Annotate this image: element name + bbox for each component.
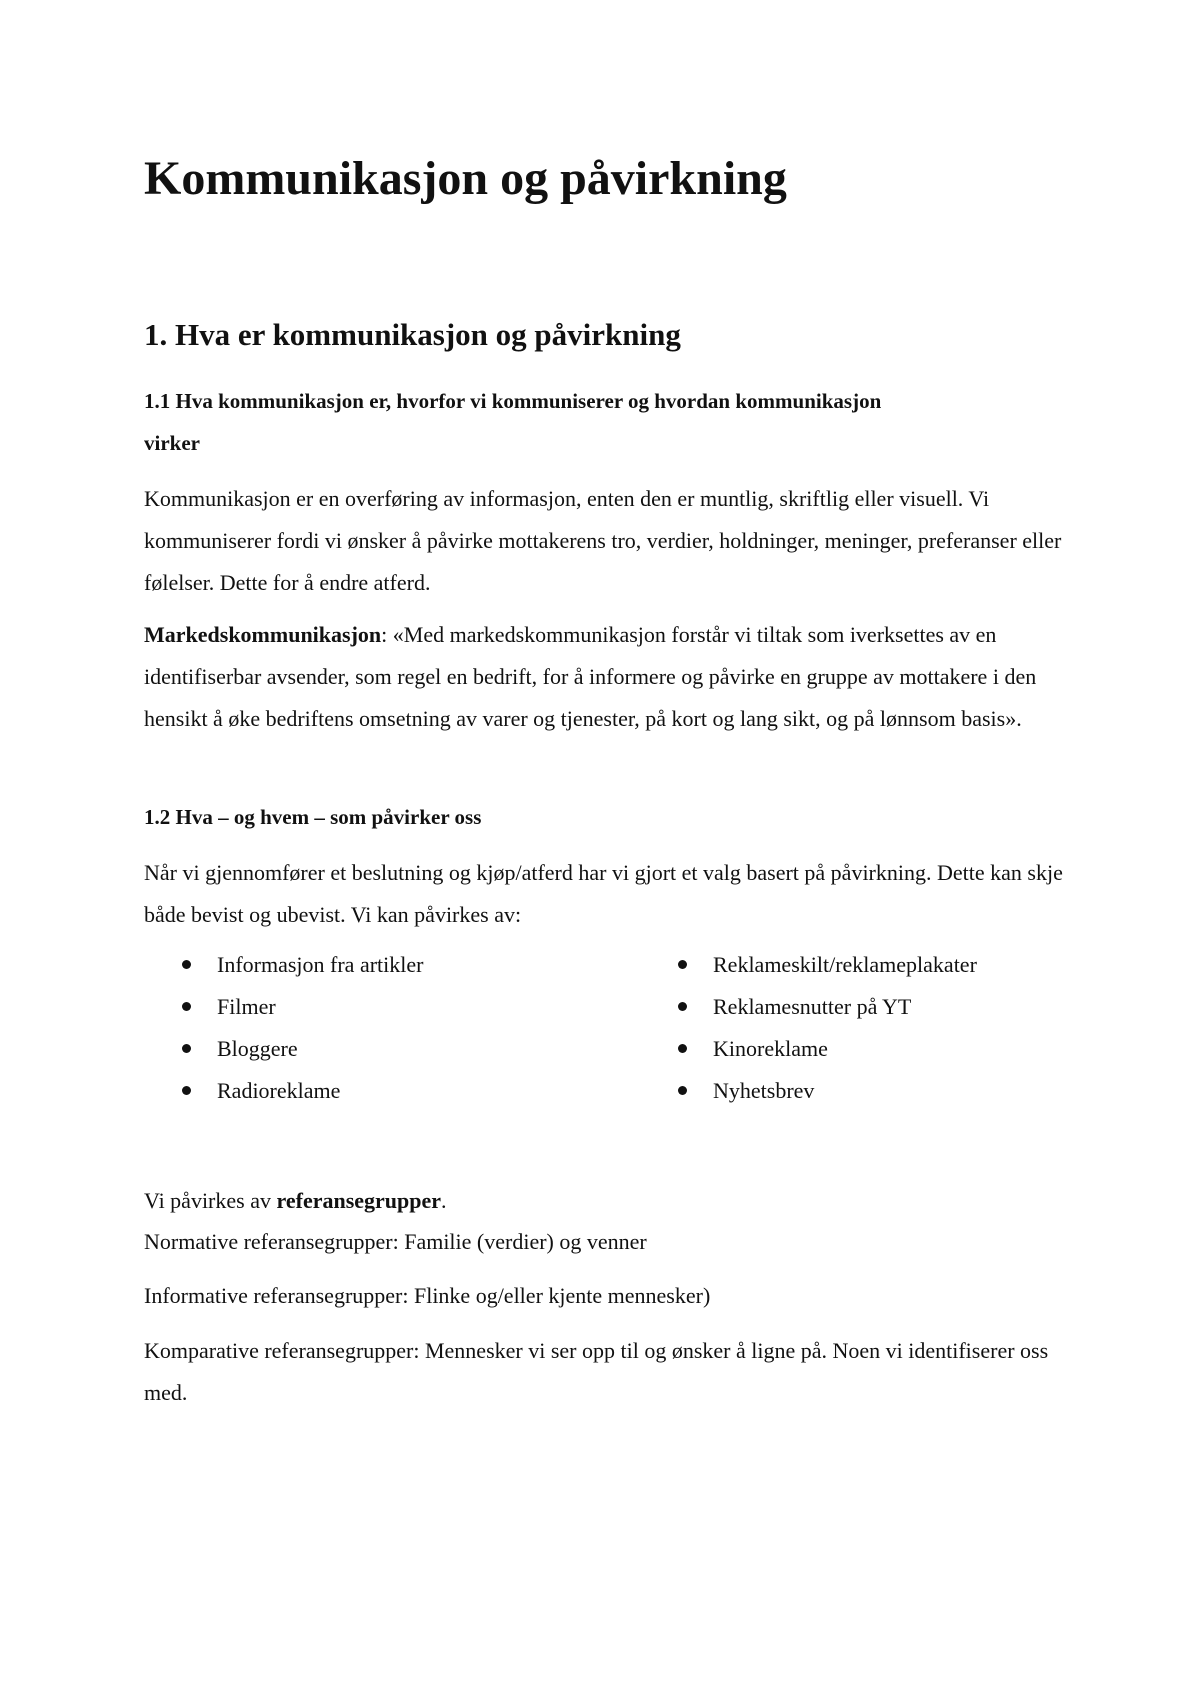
bullet-icon — [678, 1044, 687, 1053]
list-item — [640, 986, 977, 1028]
list-item — [640, 1028, 977, 1070]
bullet-icon — [182, 1086, 191, 1095]
communication-definition-paragraph: Kommunikasjon er en overføring av informasjon, enten den er muntlig, skriftlig eller visuell. Vi kommuniserer fordi vi ønsker å påvirke mottakerens tro, verdier, holdninger, meninger, preferanser eller følelser. Dette for å endre atferd. — [144, 486, 1062, 595]
list-item — [144, 1028, 423, 1070]
bullet-icon — [678, 1086, 687, 1095]
bullet-icon — [182, 960, 191, 969]
list-item-label: Reklamesnutter på YT — [713, 994, 912, 1019]
list-item-label: Nyhetsbrev — [713, 1078, 815, 1103]
section-1-1-heading-line2: virker — [144, 431, 200, 455]
list-item — [640, 1070, 977, 1112]
list-item-label: Informasjon fra artikler — [217, 952, 424, 977]
section-1-1-heading — [144, 380, 881, 464]
list-item — [144, 1070, 423, 1112]
market-communication-definition: : «Med markedskommunikasjon forstår vi tiltak som iverksettes av en identifiserbar avsender, som regel en bedrift, for å informere og påvirke en gruppe av mottakere i den hensikt å øke bedriftens omsetning av varer og tjenester, på kort og lang sikt, og på lønnsom basis». — [144, 622, 1037, 731]
section-1-1-heading-line1: 1.1 Hva kommunikasjon er, hvorfor vi kommuniserer og hvordan kommunikasjon — [144, 389, 882, 413]
reference-groups-term: referansegrupper — [276, 1188, 442, 1213]
section-1-2-heading: 1.2 Hva – og hvem – som påvirker oss — [144, 805, 482, 829]
list-item-label: Radioreklame — [217, 1078, 341, 1103]
market-communication-paragraph — [144, 614, 1064, 740]
market-communication-term: Markedskommunikasjon — [144, 622, 382, 647]
influence-intro-paragraph: Når vi gjennomfører et beslutning og kjøp/atferd har vi gjort et valg basert på påvirkning. Dette kan skje både bevist og ubevist. Vi kan påvirkes av: — [144, 860, 1063, 927]
comparative-reference-groups: Komparative referansegrupper: Mennesker vi ser opp til og ønsker å ligne på. Noen vi identifiserer oss med. — [144, 1338, 1049, 1405]
list-item-label: Filmer — [217, 994, 276, 1019]
list-item — [144, 944, 423, 986]
reference-groups-intro-end: . — [441, 1188, 447, 1213]
list-item-label: Kinoreklame — [713, 1036, 828, 1061]
list-item-label: Bloggere — [217, 1036, 298, 1061]
list-item — [144, 986, 423, 1028]
section-1-heading: 1. Hva er kommunikasjon og påvirkning — [144, 317, 681, 352]
bullet-icon — [678, 960, 687, 969]
reference-groups-intro — [144, 1180, 1064, 1222]
document-title: Kommunikasjon og påvirkning — [144, 152, 787, 205]
list-item — [640, 944, 977, 986]
informative-reference-groups: Informative referansegrupper: Flinke og/eller kjente mennesker) — [144, 1283, 711, 1308]
bullet-icon — [678, 1002, 687, 1011]
bullet-icon — [182, 1044, 191, 1053]
bullet-icon — [182, 1002, 191, 1011]
influence-list-left — [144, 944, 423, 1112]
list-item-label: Reklameskilt/reklameplakater — [713, 952, 977, 977]
normative-reference-groups: Normative referansegrupper: Familie (verdier) og venner — [144, 1229, 647, 1254]
reference-groups-intro-text: Vi påvirkes av — [144, 1188, 277, 1213]
influence-list-right — [640, 944, 977, 1112]
